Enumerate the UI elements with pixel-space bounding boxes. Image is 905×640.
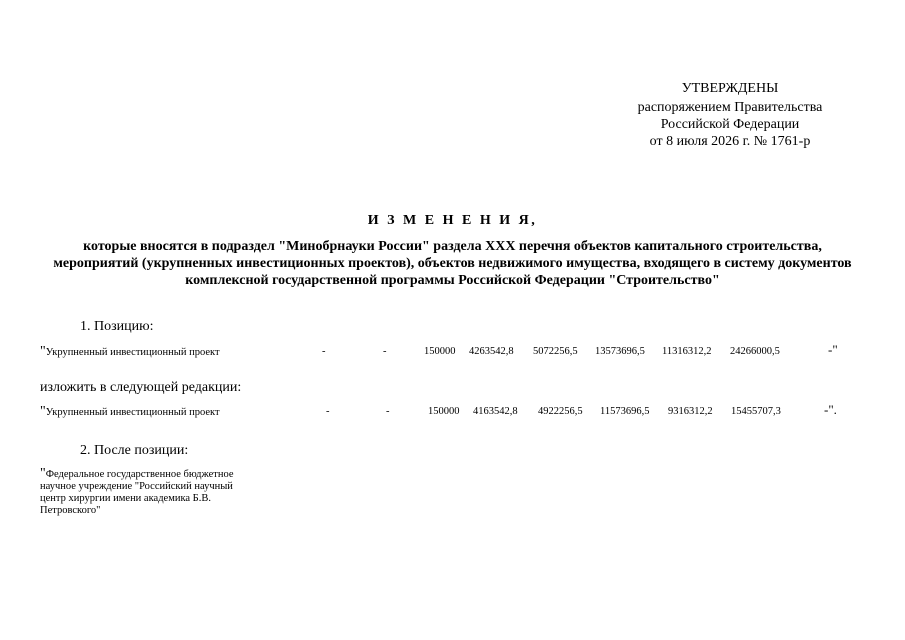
old-position-row <box>0 344 905 376</box>
old-row-close: -" <box>828 342 838 357</box>
new-row-name <box>40 404 240 420</box>
approval-line-3: от 8 июля 2026 г. № 1761-р <box>649 134 811 149</box>
new-row-value-4: 4163542,8 <box>473 406 518 417</box>
new-row-close: -". <box>824 402 837 417</box>
section-2-heading: 2. После позиции: <box>80 443 189 458</box>
old-row-name <box>40 344 240 360</box>
new-row-value-2: - <box>386 406 390 417</box>
document-title: И З М Е Н Е Н И Я, <box>367 213 538 228</box>
new-row-value-8: 15455707,3 <box>731 406 781 417</box>
old-row-value-4: 4263542,8 <box>469 346 514 357</box>
section-1-heading: 1. Позицию: <box>80 319 154 334</box>
institution-open-quote: " <box>40 466 46 481</box>
approval-stamp <box>600 80 860 150</box>
document-subtitle: которые вносятся в подраздел "Минобрнауки России" раздела XXX перечня объектов капитального строительства, мероприятий (укрупненных инвестиционных проектов), объектов недвижимого имущества, входящего в систему документов комплексной государственной программы Российской Федерации "Строительство" <box>53 239 852 288</box>
old-row-name-text: Укрупненный инвестиционный проект <box>45 347 220 358</box>
old-row-value-7: 11316312,2 <box>662 346 712 357</box>
old-row-value-1: - <box>322 346 326 357</box>
approval-line-1: распоряжением Правительства <box>637 100 823 115</box>
old-row-value-5: 5072256,5 <box>533 346 578 357</box>
old-row-open-quote: " <box>40 344 46 359</box>
new-row-value-7: 9316312,2 <box>668 406 713 417</box>
new-position-row <box>0 404 905 436</box>
old-row-value-2: - <box>383 346 387 357</box>
old-row-value-8: 24266000,5 <box>730 346 780 357</box>
new-row-value-5: 4922256,5 <box>538 406 583 417</box>
institution-name <box>40 468 240 517</box>
new-row-name-text: Укрупненный инвестиционный проект <box>45 407 220 418</box>
approval-line-2: Российской Федерации <box>660 117 800 132</box>
new-row-open-quote: " <box>40 404 46 419</box>
new-row-value-1: - <box>326 406 330 417</box>
institution-name-text: Федеральное государственное бюджетное научное учреждение "Российский научный центр хирургии имени академика Б.В. Петровского" <box>40 469 234 516</box>
new-row-value-3: 150000 <box>428 406 460 417</box>
old-row-value-3: 150000 <box>424 346 456 357</box>
old-row-value-6: 13573696,5 <box>595 346 645 357</box>
instruction-text: изложить в следующей редакции: <box>40 380 242 395</box>
new-row-value-6: 11573696,5 <box>600 406 650 417</box>
approval-title: УТВЕРЖДЕНЫ <box>681 81 779 96</box>
